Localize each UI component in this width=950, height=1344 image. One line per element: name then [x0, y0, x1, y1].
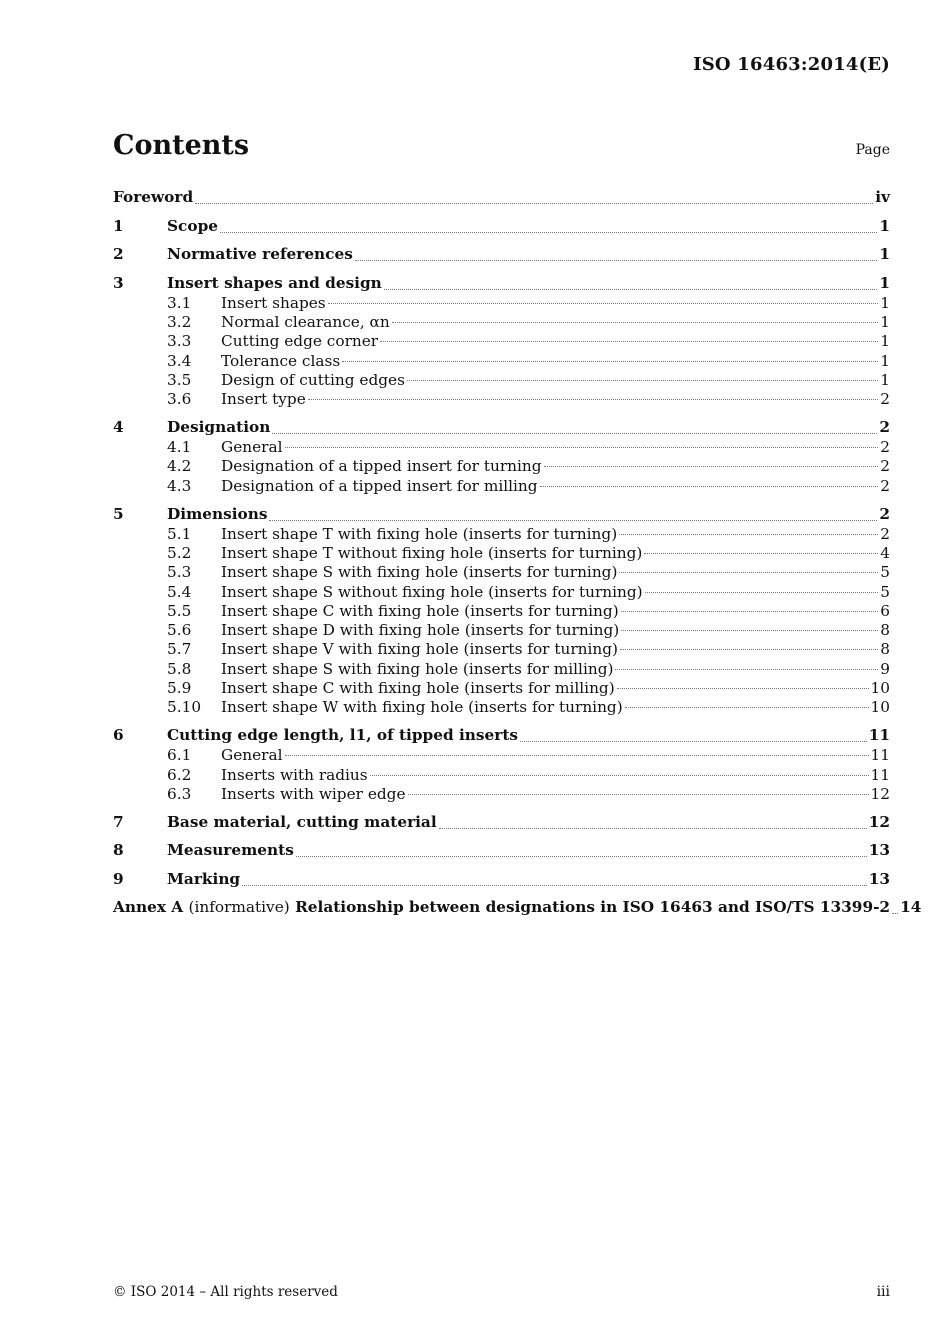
toc-subentry-label: Cutting edge corner [221, 332, 379, 351]
toc-subentry-number: 5.4 [167, 582, 192, 601]
toc-entry-number: 2 [113, 245, 124, 264]
toc-entry[interactable] [113, 265, 890, 294]
toc-entry[interactable] [113, 410, 890, 439]
dot-leader [285, 754, 869, 756]
toc-subentry-number: 3.6 [167, 390, 192, 409]
toc-entry-label: Foreword [113, 188, 194, 206]
toc-subentry-label: General [221, 438, 283, 457]
toc-entry-number: 7 [113, 812, 124, 831]
dot-leader [384, 288, 878, 290]
toc-subentry-label: Insert shapes [221, 293, 326, 312]
dot-leader [370, 774, 869, 776]
toc-entry-page: iv [875, 188, 890, 206]
toc-subentry[interactable] [113, 563, 890, 582]
toc-subentry-number: 3.2 [167, 313, 192, 332]
dot-leader [407, 379, 878, 381]
dot-leader [392, 321, 879, 323]
toc-entry[interactable] [113, 184, 890, 208]
toc-entry[interactable] [113, 718, 890, 747]
toc-subentry-number: 5.1 [167, 524, 192, 543]
toc-subentry-page: 12 [870, 784, 890, 803]
toc-entry-label: Measurements [167, 841, 294, 860]
toc-subentry-page: 2 [880, 390, 890, 409]
toc-entry-number: 1 [113, 216, 124, 235]
toc-entry-page: 13 [868, 869, 890, 888]
toc-subentry-number: 5.6 [167, 621, 192, 640]
dot-leader [328, 302, 879, 304]
toc-subentry[interactable] [113, 544, 890, 563]
dot-leader [621, 629, 878, 631]
dot-leader [892, 912, 898, 914]
page-number: iii [876, 1284, 890, 1300]
toc-subentry-page: 2 [880, 476, 890, 495]
page-title: Contents [113, 130, 250, 161]
toc-subentry-label: Insert shape C with fixing hole (inserts for turning) [221, 601, 619, 620]
toc-subentry-page: 5 [880, 563, 890, 582]
toc-entry[interactable] [113, 496, 890, 525]
toc-subentry[interactable] [113, 525, 890, 544]
toc-entry-page: 12 [868, 812, 890, 831]
toc-entry-label: Base material, cutting material [167, 812, 437, 831]
toc-subentry-page: 10 [870, 679, 890, 698]
toc-subentry-number: 3.5 [167, 370, 192, 389]
document-id: ISO 16463:2014(E) [693, 54, 890, 75]
toc-subentry[interactable] [113, 698, 890, 717]
dot-leader [355, 259, 878, 261]
toc-subentry-number: 5.7 [167, 640, 192, 659]
dot-leader [520, 740, 867, 742]
toc-subentry[interactable] [113, 390, 890, 409]
toc-subentry-page: 2 [880, 457, 890, 476]
toc-subentry-label: Insert shape V with fixing hole (inserts for turning) [221, 640, 619, 659]
toc-subentry[interactable] [113, 602, 890, 621]
toc-subentry-page: 1 [880, 370, 890, 389]
toc-subentry-label: Tolerance class [221, 351, 341, 370]
toc-entry-number: 8 [113, 841, 124, 860]
toc-entry-label: Insert shapes and design [167, 273, 382, 292]
toc-subentry-page: 10 [870, 698, 890, 717]
toc-entry-page: 2 [879, 504, 890, 523]
annex-label: Relationship between designations in ISO 16463 and ISO/TS 13399-2 [295, 898, 891, 917]
toc-subentry[interactable] [113, 438, 890, 457]
toc-subentry-label: Insert shape S without fixing hole (inserts for turning) [221, 582, 643, 601]
toc-subentry-number: 3.4 [167, 351, 192, 370]
toc-subentry-label: General [221, 746, 283, 765]
dot-leader [272, 432, 877, 434]
toc-subentry-number: 5.3 [167, 563, 192, 582]
toc-subentry-page: 11 [870, 746, 890, 765]
toc-subentry-label: Insert shape W with fixing hole (inserts for turning) [221, 698, 623, 717]
toc-subentry-number: 6.3 [167, 784, 192, 803]
toc-subentry[interactable] [113, 660, 890, 679]
toc-subentry-label: Insert shape T without fixing hole (inserts for turning) [221, 543, 643, 562]
toc-subentry-label: Designation of a tipped insert for turning [221, 457, 542, 476]
toc-subentry-page: 1 [880, 351, 890, 370]
toc-subentry-number: 5.5 [167, 601, 192, 620]
toc-subentry-page: 9 [880, 659, 890, 678]
toc-subentry-label: Inserts with radius [221, 765, 368, 784]
toc-subentry[interactable] [113, 621, 890, 640]
toc-entry-label: Normative references [167, 245, 353, 264]
dot-leader [220, 231, 877, 233]
toc-subentry-page: 6 [880, 601, 890, 620]
annex-page: 14 [900, 898, 922, 917]
toc-entry-page: 1 [879, 216, 890, 235]
toc-subentry-number: 4.2 [167, 457, 192, 476]
toc-subentry-label: Insert shape C with fixing hole (inserts for milling) [221, 679, 615, 698]
toc-entry-number: 3 [113, 273, 124, 292]
toc-entry-number: 4 [113, 418, 124, 437]
annex-type: (informative) [188, 898, 290, 917]
toc-entry[interactable] [113, 833, 890, 862]
toc-entry-label: Designation [167, 418, 271, 437]
dot-leader [195, 202, 873, 204]
toc-subentry[interactable] [113, 785, 890, 804]
toc-entry[interactable] [113, 804, 890, 833]
toc-subentry[interactable] [113, 332, 890, 351]
toc-subentry[interactable] [113, 371, 890, 390]
toc-subentry-page: 1 [880, 313, 890, 332]
toc-subentry-number: 3.1 [167, 293, 192, 312]
dot-leader [408, 793, 869, 795]
toc-entry-number: 5 [113, 504, 124, 523]
toc-entry-number: 6 [113, 726, 124, 745]
dot-leader [285, 446, 879, 448]
toc-subentry-number: 5.8 [167, 659, 192, 678]
dot-leader [380, 340, 878, 342]
toc-subentry-label: Insert type [221, 390, 306, 409]
toc-subentry-page: 4 [880, 543, 890, 562]
dot-leader [645, 591, 879, 593]
dot-leader [619, 533, 878, 535]
toc-entry[interactable] [113, 208, 890, 237]
toc-entry-page: 11 [868, 726, 890, 745]
toc-subentry[interactable] [113, 352, 890, 371]
toc-subentry-label: Insert shape S with fixing hole (inserts for milling) [221, 659, 614, 678]
toc-subentry[interactable] [113, 294, 890, 313]
toc-entry-page: 2 [879, 418, 890, 437]
toc-subentry[interactable] [113, 477, 890, 496]
toc-entry-label: Marking [167, 869, 241, 888]
toc-entry-page: 13 [868, 841, 890, 860]
dot-leader [242, 884, 867, 886]
dot-leader [439, 827, 867, 829]
toc-subentry[interactable] [113, 679, 890, 698]
dot-leader [617, 687, 869, 689]
toc-subentry-page: 2 [880, 524, 890, 543]
dot-leader [308, 398, 879, 400]
dot-leader [615, 668, 878, 670]
toc-subentry-label: Normal clearance, αn [221, 313, 390, 332]
dot-leader [619, 571, 878, 573]
toc-subentry-label: Insert shape S with fixing hole (inserts for turning) [221, 563, 618, 582]
toc-subentry-number: 6.2 [167, 765, 192, 784]
toc-subentry-label: Insert shape T with fixing hole (inserts for turning) [221, 524, 618, 543]
toc-annex-entry[interactable] [113, 890, 922, 919]
toc-subentry-number: 6.1 [167, 746, 192, 765]
table-of-contents [113, 184, 922, 918]
toc-subentry-page: 8 [880, 621, 890, 640]
toc-subentry-label: Inserts with wiper edge [221, 784, 406, 803]
toc-subentry-label: Designation of a tipped insert for milling [221, 476, 538, 495]
toc-subentry-label: Insert shape D with fixing hole (inserts for turning) [221, 621, 620, 640]
toc-entry-label: Dimensions [167, 504, 268, 523]
toc-subentry-number: 4.3 [167, 476, 192, 495]
toc-subentry-page: 11 [870, 765, 890, 784]
toc-entry-label: Scope [167, 216, 218, 235]
page-column-label: Page [855, 142, 890, 158]
toc-entry-page: 1 [879, 245, 890, 264]
toc-subentry-page: 2 [880, 438, 890, 457]
toc-subentry-number: 3.3 [167, 332, 192, 351]
dot-leader [625, 706, 869, 708]
toc-entry-label: Cutting edge length, l1, of tipped inserts [167, 726, 519, 745]
toc-subentry-number: 5.10 [167, 698, 202, 717]
toc-subentry[interactable] [113, 640, 890, 659]
toc-subentry[interactable] [113, 746, 890, 765]
dot-leader [342, 360, 878, 362]
toc-entry[interactable] [113, 237, 890, 266]
toc-entry-page: 1 [879, 273, 890, 292]
dot-leader [544, 465, 879, 467]
toc-subentry[interactable] [113, 766, 890, 785]
toc-subentry-page: 5 [880, 582, 890, 601]
toc-subentry-page: 1 [880, 332, 890, 351]
toc-subentry[interactable] [113, 583, 890, 602]
toc-subentry[interactable] [113, 313, 890, 332]
toc-entry-number: 9 [113, 869, 124, 888]
dot-leader [620, 648, 878, 650]
toc-subentry-number: 5.2 [167, 543, 192, 562]
toc-subentry-number: 4.1 [167, 438, 192, 457]
toc-subentry-page: 1 [880, 293, 890, 312]
copyright-notice: © ISO 2014 – All rights reserved [113, 1284, 338, 1300]
toc-subentry-number: 5.9 [167, 679, 192, 698]
dot-leader [269, 519, 877, 521]
dot-leader [621, 610, 879, 612]
dot-leader [644, 552, 878, 554]
annex-prefix: Annex A [113, 898, 184, 917]
toc-entry[interactable] [113, 861, 890, 890]
toc-subentry[interactable] [113, 457, 890, 476]
dot-leader [540, 485, 879, 487]
toc-subentry-label: Design of cutting edges [221, 370, 405, 389]
dot-leader [296, 855, 867, 857]
toc-subentry-page: 8 [880, 640, 890, 659]
